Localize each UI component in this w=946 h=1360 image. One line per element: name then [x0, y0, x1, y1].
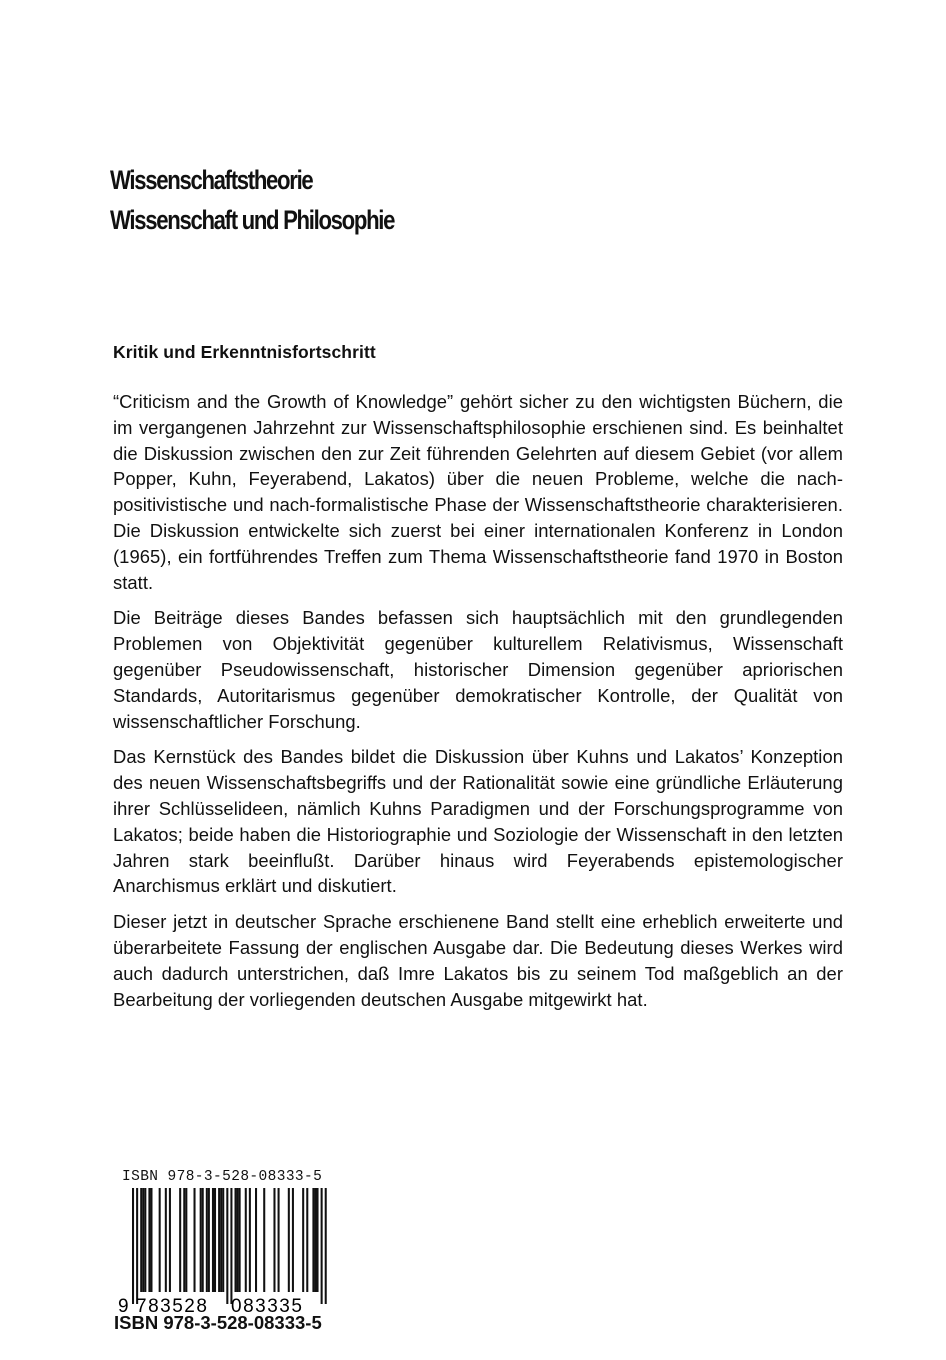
barcode-bar — [302, 1188, 304, 1292]
barcode-bar — [179, 1188, 181, 1292]
barcode-bar — [321, 1188, 323, 1304]
barcode-bar — [194, 1188, 196, 1292]
barcode-bar — [214, 1188, 216, 1292]
barcode-isbn-label: ISBN 978-3-528-08333-5 — [122, 1169, 323, 1185]
barcode-bar — [169, 1188, 171, 1292]
barcode-digits-left: 783528 — [136, 1296, 209, 1316]
barcode-bar — [220, 1188, 222, 1292]
barcode-bar — [132, 1188, 134, 1304]
barcode-bar — [239, 1188, 241, 1292]
barcode-digits-right: 083335 — [231, 1296, 304, 1316]
barcode-bar — [245, 1188, 247, 1292]
barcode-bar — [237, 1188, 239, 1292]
barcode-block — [116, 1168, 346, 1316]
barcode-bar — [200, 1188, 202, 1292]
barcode-bar — [226, 1188, 228, 1304]
barcode-bar — [306, 1188, 308, 1292]
blurb-heading: Kritik und Erkenntnisfortschritt — [113, 342, 376, 362]
series-title — [110, 160, 394, 240]
barcode-bar — [249, 1188, 251, 1292]
barcode-bar — [273, 1188, 275, 1292]
barcode-bar — [230, 1188, 232, 1304]
barcode-bar — [312, 1188, 314, 1292]
blurb-paragraph: Dieser jetzt in deutscher Sprache erschienene Band stellt eine erheblich erweiterte und überarbeitete Fassung der englischen Ausgabe dar. Die Bedeutung dieses Werkes wird auch dadurch unterstrichen, daß Imre Lakatos bis zu seinem Tod maßgeblich an der Bearbeitung der vorliegenden deutschen Ausgabe mitgewirkt hat. — [113, 911, 843, 1010]
barcode-bar — [144, 1188, 146, 1292]
barcode-bar — [150, 1188, 152, 1292]
barcode-bars — [132, 1188, 327, 1304]
barcode-bar — [288, 1188, 290, 1292]
barcode-bar — [206, 1188, 208, 1292]
barcode-bar — [292, 1188, 294, 1292]
barcode-bar — [218, 1188, 220, 1292]
barcode-bar — [325, 1188, 327, 1304]
barcode-bar — [208, 1188, 210, 1292]
barcode-bar — [222, 1188, 224, 1292]
barcode-bar — [235, 1188, 237, 1292]
barcode-bar — [263, 1188, 265, 1292]
barcode — [116, 1186, 338, 1316]
barcode-bar — [140, 1188, 142, 1292]
barcode-bar — [278, 1188, 280, 1292]
barcode-bar — [183, 1188, 185, 1292]
barcode-bar — [255, 1188, 257, 1292]
blurb — [113, 342, 843, 1022]
series-title-line2: Wissenschaft und Philosophie — [110, 205, 395, 235]
barcode-bar — [165, 1188, 167, 1292]
isbn-bottom: ISBN 978-3-528-08333-5 — [114, 1312, 322, 1333]
barcode-digit-first: 9 — [118, 1296, 129, 1316]
blurb-paragraph: Die Beiträge dieses Bandes befassen sich hauptsächlich mit den grundlegenden Problemen von Objektivität gegenüber kulturellem Relativismus, Wissenschaft gegenüber Pseudowissenschaft, historischer Dimension gegenüber apriorischen Standards, Autoritarismus gegenüber demokratischer Kontrolle, der Qualität von wissenschaftlicher Forschung. — [113, 607, 843, 732]
blurb-paragraph: Das Kernstück des Bandes bildet die Diskussion über Kuhns und Lakatos’ Konzeption des neuen Wissenschaftsbegriffs und der Rationalität sowie eine gründliche Erläuterung ihrer Schlüsselideen, nämlich Kuhns Paradigmen und der Forschungsprogramme von Lakatos; beide haben die Historiographie und Soziologie der Wissenschaft in den letzten Jahren stark beeinflußt. Darüber hinaus wird Feyerabends epistemologischer Anarchismus erklärt und diskutiert. — [113, 746, 843, 897]
barcode-bar — [142, 1188, 144, 1292]
barcode-bar — [136, 1188, 138, 1304]
barcode-bar — [314, 1188, 316, 1292]
series-title-line1: Wissenschaftstheorie — [110, 165, 313, 195]
barcode-bar — [317, 1188, 319, 1292]
barcode-bar — [159, 1188, 161, 1292]
blurb-paragraph: “Criticism and the Growth of Knowledge” gehört sicher zu den wichtigsten Büchern, die im vergangenen Jahrzehnt zur Wissenschaftsphilosophie erschienen sind. Es beinhaltet die Diskussion zwischen den zur Zeit führenden Gelehrten auf diesem Gebiet (vor allem Popper, Kuhn, Feyerabend, Lakatos) über die neuen Probleme, welche die nach-positivistische und nach-formalistische Phase der Wissenschaftstheorie charakterisieren. Die Diskussion entwickelte sich zuerst bei einer internationalen Konferenz in London (1965), ein fortführendes Treffen zum Thema Wissenschaftstheorie fand 1970 in Boston statt. — [113, 391, 843, 593]
barcode-bar — [185, 1188, 187, 1292]
barcode-bar — [148, 1188, 150, 1292]
barcode-bar — [212, 1188, 214, 1292]
barcode-bar — [202, 1188, 204, 1292]
